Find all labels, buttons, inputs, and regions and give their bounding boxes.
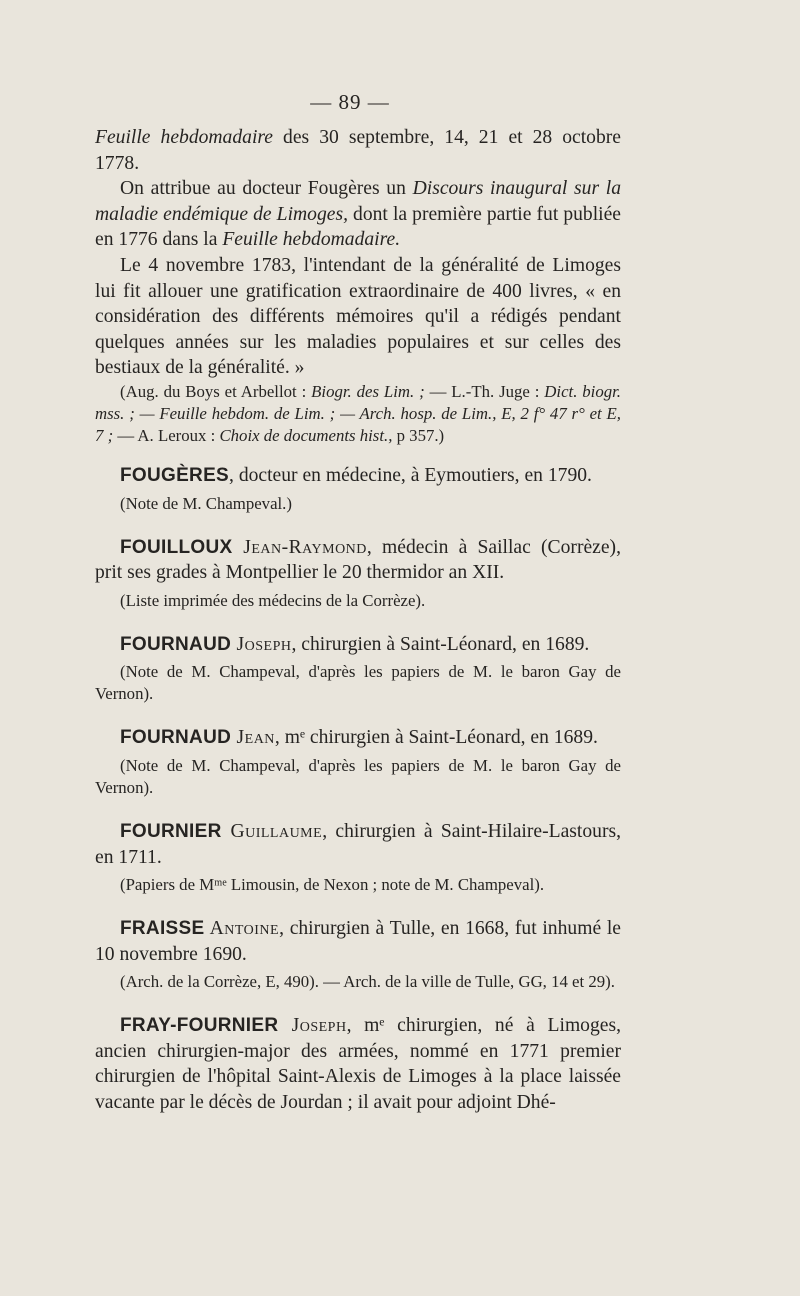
entry-fray-fournier: FRAY-FOURNIER Joseph, mᵉ chirurgien, né à Limoges, ancien chirurgien-major des armées, nommé en 1771 premier chirurgien de l'hôpital Saint-Alexis de Limoges à la place laissée vacante par le décès de Jourdan ; il avait pour adjoint Dhé- — [95, 1015, 622, 1114]
text-column — [95, 125, 621, 1116]
entry-firstname: Guillaume — [221, 820, 323, 842]
entry-fouilloux: FOUILLOUX Jean-Raymond, médecin à Saillac (Corrèze), prit ses grades à Montpellier le 20 thermidor an XII. (Liste imprimée des médecins de la Corrèze). — [95, 536, 621, 610]
periodical-title: Feuille hebdomadaire — [95, 127, 273, 148]
entry-fournier: FOURNIER Guillaume, chirurgien à Saint-Hilaire-Lastours, en 1711. (Papiers de Mᵐᵉ Limousin, de Nexon ; note de M. Champeval). — [95, 820, 621, 895]
entry-name: FOURNAUD — [120, 727, 232, 749]
entry-note: (Liste imprimée des médecins de la Corrèze). — [120, 590, 426, 610]
entry-fougeres: FOUGÈRES, docteur en médecine, à Eymoutiers, en 1790. (Note de M. Champeval.) — [95, 463, 621, 515]
entry-firstname: Antoine — [204, 918, 280, 940]
entry-fraisse: FRAISSE Antoine, chirurgien à Tulle, en 1668, fut inhumé le 10 novembre 1690. (Arch. de la Corrèze, E, 490). — Arch. de la ville de Tulle, GG, 14 et 29). — [95, 918, 621, 992]
entry-note: (Note de M. Champeval, d'après les papiers de M. le baron Gay de Vernon). — [95, 755, 621, 797]
intro-paragraph-1: Feuille hebdomadaire des 30 septembre, 14, 21 et 28 octobre 1778. — [95, 127, 622, 174]
entry-fournaud-joseph: FOURNAUD Joseph, chirurgien à Saint-Léonard, en 1689. (Note de M. Champeval, d'après les papiers de M. le baron Gay de Vernon). — [95, 633, 621, 704]
entry-name: FOURNAUD — [120, 633, 232, 655]
page-number: — 89 — — [310, 90, 390, 114]
entry-note: (Arch. de la Corrèze, E, 490). — Arch. de la ville de Tulle, GG, 14 et 29). — [120, 972, 615, 992]
entry-name: FOUGÈRES — [120, 464, 230, 486]
entry-note: (Note de M. Champeval.) — [120, 493, 292, 513]
entry-firstname: Jean — [231, 727, 275, 749]
entry-fournaud-jean: FOURNAUD Jean, mᵉ chirurgien à Saint-Léonard, en 1689. (Note de M. Champeval, d'après les papiers de M. le baron Gay de Vernon). — [95, 727, 621, 797]
intro-paragraph-2: On attribue au docteur Fougères un Discours inaugural sur la maladie endémique de Limoges, dont la première partie fut publiée en 1776 dans la Feuille hebdomadaire. — [95, 178, 621, 251]
entry-firstname: Joseph — [231, 633, 292, 655]
intro-paragraph-3: Le 4 novembre 1783, l'intendant de la généralité de Limoges lui fit allouer une gratification extraordinaire de 400 livres, « en considération des différents mémoires qu'il a rédigés pendant quelques années sur les maladies populaires et sur celles des bestiaux de la généralité. » — [95, 254, 621, 379]
entry-firstname: Jean-Raymond — [232, 536, 367, 558]
source-citation: (Aug. du Boys et Arbellot : Biogr. des Lim. ; — L.-Th. Juge : Dict. biogr. mss. ; — Feuille hebdom. de Lim. ; — Arch. hosp. de Lim., E, 2 f° 47 r° et E, 7 ; — A. Leroux : Choix de documents hist., p 357.) — [95, 381, 621, 445]
entry-name: FRAISSE — [120, 918, 205, 940]
entry-firstname: Joseph — [278, 1015, 347, 1037]
entry-name: FOURNIER — [120, 820, 222, 842]
entry-note: (Papiers de Mᵐᵉ Limousin, de Nexon ; note de M. Champeval). — [120, 875, 545, 895]
entry-name: FOUILLOUX — [120, 536, 233, 558]
entry-name: FRAY-FOURNIER — [120, 1015, 279, 1037]
entry-note: (Note de M. Champeval, d'après les papiers de M. le baron Gay de Vernon). — [95, 662, 621, 704]
